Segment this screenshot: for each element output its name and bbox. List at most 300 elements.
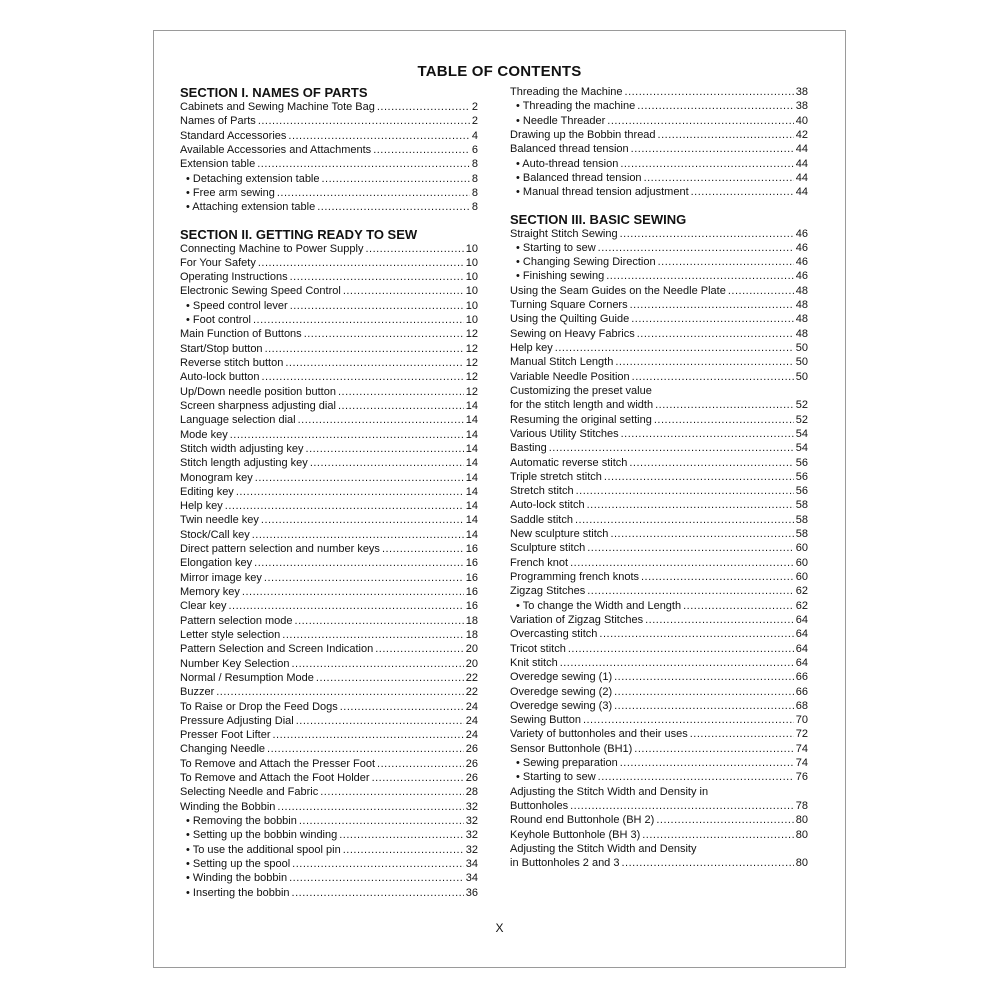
- dot-leader: [655, 398, 794, 412]
- entry-label: Changing Needle: [180, 743, 266, 756]
- entry-page-number: 8: [471, 158, 478, 171]
- entry-page-number: 36: [465, 886, 478, 899]
- entry-page-number: 80: [795, 828, 808, 841]
- entry-label: • Manual thread tension adjustment: [516, 186, 689, 199]
- entry-label: Straight Stitch Sewing: [510, 227, 618, 240]
- dot-leader: [255, 471, 464, 485]
- dot-leader: [338, 385, 464, 399]
- entry-page-number: 46: [795, 270, 808, 283]
- entry-label: Overedge sewing (1): [510, 671, 613, 684]
- entry-page-number: 80: [795, 857, 808, 870]
- entry-page-number: 14: [465, 399, 478, 412]
- entry-label: Mode key: [180, 428, 228, 441]
- entry-page-number: 2: [471, 115, 478, 128]
- section-heading: SECTION II. GETTING READY TO SEW: [180, 226, 418, 242]
- entry-label: Pattern Selection and Screen Indication: [180, 643, 374, 656]
- dot-leader: [377, 757, 464, 771]
- dot-leader: [282, 628, 463, 642]
- dot-leader: [343, 284, 464, 298]
- entry-page-number: 32: [465, 829, 478, 842]
- entry-label: in Buttonholes 2 and 3: [510, 857, 620, 870]
- dot-leader: [277, 186, 470, 200]
- dot-leader: [570, 799, 794, 813]
- entry-label: • Balanced thread tension: [516, 171, 642, 184]
- entry-label: Reverse stitch button: [180, 357, 284, 369]
- entry-label: Adjusting the Stitch Width and Density: [510, 842, 697, 855]
- dot-leader: [644, 171, 794, 185]
- toc-entry: [180, 242, 478, 256]
- dot-leader: [607, 114, 793, 128]
- entry-page-number: 48: [795, 313, 808, 326]
- entry-label: Threading the Machine: [510, 86, 623, 98]
- toc-entry: [510, 312, 808, 326]
- entry-page-number: 20: [465, 657, 478, 670]
- entry-label: Variation of Zigzag Stitches: [510, 613, 644, 626]
- toc-entry: [180, 370, 478, 384]
- entry-page-number: 16: [465, 543, 478, 556]
- dot-leader: [296, 714, 464, 728]
- dot-leader: [290, 270, 464, 284]
- entry-label: Number Key Selection: [180, 657, 290, 670]
- entry-page-number: 50: [795, 370, 808, 383]
- entry-label: Help key: [180, 500, 223, 513]
- section-heading: SECTION I. NAMES OF PARTS: [180, 85, 368, 100]
- entry-label: Sewing Button: [510, 714, 581, 727]
- dot-leader: [285, 356, 463, 370]
- toc-entry: [510, 341, 808, 355]
- entry-label: To Raise or Drop the Feed Dogs: [180, 700, 338, 713]
- entry-page-number: 18: [465, 614, 478, 627]
- entry-label: • Threading the machine: [516, 100, 636, 113]
- toc-subentry: [180, 172, 478, 186]
- entry-page-number: 46: [795, 227, 808, 240]
- dot-leader: [555, 341, 794, 355]
- entry-label: Sculpture stitch: [510, 542, 586, 555]
- dot-leader: [634, 742, 793, 756]
- entry-label: Using the Quilting Guide: [510, 313, 630, 326]
- toc-subentry: [180, 200, 478, 214]
- entry-page-number: 44: [795, 143, 808, 156]
- entry-page-number: 16: [465, 557, 478, 570]
- dot-leader: [375, 642, 464, 656]
- dot-leader: [290, 299, 464, 313]
- toc-entry: [510, 384, 808, 398]
- entry-label: Stitch length adjusting key: [180, 457, 308, 470]
- dot-leader: [320, 785, 464, 799]
- toc-subentry: [510, 756, 808, 770]
- entry-page-number: 64: [795, 613, 808, 626]
- dot-leader: [299, 814, 464, 828]
- entry-page-number: 48: [795, 284, 808, 297]
- entry-page-number: 26: [465, 757, 478, 770]
- toc-entry: [180, 499, 478, 513]
- entry-label: Keyhole Buttonhole (BH 3): [510, 828, 641, 841]
- entry-label: • Speed control lever: [186, 299, 288, 312]
- entry-page-number: 48: [795, 327, 808, 340]
- dot-leader: [365, 242, 463, 256]
- entry-label: Round end Buttonhole (BH 2): [510, 814, 655, 827]
- toc-entry: [510, 327, 808, 341]
- dot-leader: [292, 857, 464, 871]
- entry-label: Overedge sewing (3): [510, 699, 613, 712]
- dot-leader: [228, 599, 463, 613]
- toc-entry: [510, 498, 808, 512]
- entry-page-number: 32: [465, 843, 478, 856]
- dot-leader: [683, 599, 794, 613]
- entry-label: Letter style selection: [180, 628, 281, 641]
- toc-subentry: [510, 114, 808, 128]
- entry-label: Language selection dial: [180, 414, 296, 427]
- entry-page-number: 28: [465, 786, 478, 799]
- toc-entry: [510, 513, 808, 527]
- entry-page-number: 14: [465, 457, 478, 470]
- entry-label: • Free arm sewing: [186, 186, 275, 199]
- toc-entry: [510, 727, 808, 741]
- entry-page-number: 8: [471, 201, 478, 214]
- toc-entry: [510, 813, 808, 827]
- entry-label: Sewing on Heavy Fabrics: [510, 327, 635, 340]
- entry-page-number: 54: [795, 442, 808, 455]
- toc-entry: [510, 355, 808, 369]
- entry-page-number: 50: [795, 356, 808, 369]
- dot-leader: [261, 513, 464, 527]
- entry-label: • Finishing sewing: [516, 270, 605, 283]
- toc-entry: [180, 585, 478, 599]
- toc-subentry: [510, 269, 808, 283]
- entry-label: Knit stitch: [510, 656, 558, 669]
- entry-page-number: 62: [795, 599, 808, 612]
- dot-leader: [587, 498, 794, 512]
- dot-leader: [560, 656, 794, 670]
- toc-entry: [510, 670, 808, 684]
- entry-page-number: 44: [795, 157, 808, 170]
- dot-leader: [658, 128, 794, 142]
- entry-label: • Starting to sew: [516, 771, 596, 784]
- dot-leader: [568, 642, 794, 656]
- toc-entry: [510, 427, 808, 441]
- toc-subentry: [510, 171, 808, 185]
- toc-entry: [510, 527, 808, 541]
- entry-page-number: 8: [471, 172, 478, 185]
- entry-page-number: 64: [795, 628, 808, 641]
- dot-leader: [258, 256, 464, 270]
- entry-page-number: 38: [795, 86, 808, 98]
- dot-leader: [372, 771, 464, 785]
- entry-page-number: 16: [465, 600, 478, 613]
- entry-page-number: 54: [795, 427, 808, 440]
- dot-leader: [272, 728, 463, 742]
- entry-label: Memory key: [180, 586, 240, 598]
- entry-page-number: 4: [471, 129, 478, 142]
- toc-subentry: [510, 255, 808, 269]
- dot-leader: [690, 727, 794, 741]
- entry-page-number: 70: [795, 714, 808, 727]
- toc-subentry: [180, 871, 478, 885]
- entry-page-number: 40: [795, 114, 808, 127]
- dot-leader: [606, 269, 794, 283]
- dot-leader: [322, 172, 470, 186]
- toc-entry: [180, 513, 478, 527]
- entry-label: Auto-lock button: [180, 371, 260, 384]
- entry-page-number: 18: [465, 628, 478, 641]
- entry-label: • Starting to sew: [516, 241, 596, 254]
- toc-entry: [180, 785, 478, 799]
- toc-entry: [510, 685, 808, 699]
- entry-page-number: 12: [465, 371, 478, 384]
- dot-leader: [338, 399, 464, 413]
- entry-label: Monogram key: [180, 471, 253, 484]
- section-heading: SECTION III. BASIC SEWING: [510, 211, 687, 227]
- toc-subentry: [180, 313, 478, 327]
- toc-entry: [510, 227, 808, 241]
- entry-label: • Winding the bobbin: [186, 872, 288, 885]
- dot-leader: [257, 157, 470, 171]
- dot-leader: [373, 143, 470, 157]
- entry-label: Pattern selection mode: [180, 614, 293, 627]
- toc-entry: [180, 157, 478, 171]
- toc-entry: [510, 642, 808, 656]
- entry-label: Mirror image key: [180, 571, 262, 584]
- entry-label: Balanced thread tension: [510, 143, 629, 156]
- toc-entry: [180, 342, 478, 356]
- toc-entry: [510, 541, 808, 555]
- entry-page-number: 16: [465, 571, 478, 584]
- entry-label: • Detaching extension table: [186, 172, 320, 185]
- toc-entry: [510, 856, 808, 870]
- dot-leader: [587, 584, 794, 598]
- toc-entry: [180, 671, 478, 685]
- toc-entry: [510, 699, 808, 713]
- dot-leader: [254, 556, 464, 570]
- entry-page-number: 58: [795, 499, 808, 512]
- document-page: [153, 30, 846, 968]
- entry-label: Manual Stitch Length: [510, 356, 614, 369]
- dot-leader: [236, 485, 464, 499]
- dot-leader: [656, 813, 793, 827]
- entry-label: Saddle stitch: [510, 513, 573, 526]
- toc-entry: [510, 370, 808, 384]
- section-spacer: [180, 215, 478, 227]
- dot-leader: [576, 484, 794, 498]
- entry-label: • Setting up the spool: [186, 857, 291, 870]
- entry-page-number: 60: [795, 542, 808, 555]
- toc-subentry: [510, 157, 808, 171]
- entry-page-number: 26: [465, 772, 478, 785]
- dot-leader: [310, 456, 464, 470]
- entry-page-number: 72: [795, 728, 808, 741]
- entry-page-number: 74: [795, 757, 808, 770]
- entry-page-number: 58: [795, 513, 808, 526]
- entry-page-number: 12: [465, 342, 478, 355]
- entry-label: Twin needle key: [180, 514, 259, 527]
- dot-leader: [631, 312, 794, 326]
- dot-leader: [615, 355, 793, 369]
- entry-page-number: 14: [465, 514, 478, 527]
- toc-entry: [510, 441, 808, 455]
- dot-leader: [598, 241, 794, 255]
- toc-subentry: [510, 185, 808, 199]
- toc-entry: [510, 799, 808, 813]
- toc-entry: [510, 627, 808, 641]
- dot-leader: [630, 298, 794, 312]
- dot-leader: [642, 828, 794, 842]
- entry-label: To Remove and Attach the Foot Holder: [180, 772, 370, 785]
- dot-leader: [570, 556, 794, 570]
- dot-leader: [587, 541, 794, 555]
- toc-entry: [180, 284, 478, 298]
- entry-page-number: 16: [465, 586, 478, 598]
- entry-label: Triple stretch stitch: [510, 470, 602, 483]
- dot-leader: [277, 800, 463, 814]
- toc-entry: [180, 542, 478, 556]
- entry-label: Various Utility Stitches: [510, 427, 619, 440]
- dot-leader: [377, 100, 470, 114]
- toc-entry: [510, 128, 808, 142]
- entry-page-number: 10: [465, 299, 478, 312]
- entry-page-number: 10: [465, 271, 478, 284]
- entry-label: • To use the additional spool pin: [186, 843, 341, 856]
- entry-label: Screen sharpness adjusting dial: [180, 399, 336, 412]
- entry-label: • Inserting the bobbin: [186, 886, 290, 899]
- entry-page-number: 2: [471, 101, 478, 113]
- toc-column-right: [510, 85, 808, 871]
- toc-subentry: [510, 599, 808, 613]
- toc-entry: [510, 556, 808, 570]
- entry-label: Cabinets and Sewing Machine Tote Bag: [180, 101, 375, 113]
- toc-subentry: [510, 770, 808, 784]
- toc-entry: [180, 129, 478, 143]
- entry-label: Main Function of Buttons: [180, 328, 302, 341]
- entry-label: Presser Foot Lifter: [180, 729, 271, 742]
- entry-page-number: 62: [795, 585, 808, 598]
- dot-leader: [691, 185, 794, 199]
- dot-leader: [230, 428, 464, 442]
- toc-entry: [510, 85, 808, 99]
- toc-entry: [510, 584, 808, 598]
- dot-leader: [599, 627, 793, 641]
- entry-label: Connecting Machine to Power Supply: [180, 242, 364, 255]
- dot-leader: [549, 441, 794, 455]
- entry-page-number: 8: [471, 186, 478, 199]
- toc-entry: [180, 143, 478, 157]
- dot-leader: [295, 614, 464, 628]
- entry-label: Adjusting the Stitch Width and Density in: [510, 785, 709, 798]
- dot-leader: [645, 613, 794, 627]
- entry-page-number: 12: [465, 357, 478, 369]
- entry-page-number: 56: [795, 485, 808, 498]
- toc-entry: [510, 613, 808, 627]
- entry-page-number: 52: [795, 399, 808, 412]
- entry-page-number: 60: [795, 571, 808, 583]
- entry-label: for the stitch length and width: [510, 399, 654, 412]
- entry-label: • Setting up the bobbin winding: [186, 829, 338, 842]
- entry-page-number: 56: [795, 470, 808, 483]
- dot-leader: [654, 413, 794, 427]
- dot-leader: [604, 470, 794, 484]
- page-number: X: [495, 921, 504, 935]
- toc-entry: [180, 327, 478, 341]
- toc-subentry: [180, 886, 478, 900]
- dot-leader: [292, 886, 464, 900]
- entry-page-number: 32: [465, 815, 478, 827]
- entry-page-number: 24: [465, 714, 478, 727]
- dot-leader: [304, 327, 464, 341]
- section-spacer: [510, 200, 808, 212]
- toc-entry: [510, 398, 808, 412]
- entry-label: • Needle Threader: [516, 114, 606, 127]
- toc-entry: [180, 100, 478, 114]
- toc-entry: [510, 570, 808, 584]
- entry-page-number: 14: [465, 471, 478, 484]
- toc-entry: [180, 114, 478, 128]
- entry-page-number: 14: [465, 528, 478, 541]
- toc-entry: [180, 471, 478, 485]
- entry-page-number: 48: [795, 299, 808, 312]
- entry-label: Extension table: [180, 158, 256, 171]
- entry-label: Names of Parts: [180, 115, 256, 128]
- entry-label: • Auto-thread tension: [516, 157, 619, 170]
- dot-leader: [265, 342, 464, 356]
- entry-label: New sculpture stitch: [510, 528, 609, 541]
- dot-leader: [620, 227, 794, 241]
- entry-page-number: 80: [795, 814, 808, 827]
- dot-leader: [262, 370, 464, 384]
- toc-entry: [180, 714, 478, 728]
- entry-label: Normal / Resumption Mode: [180, 671, 314, 684]
- entry-page-number: 58: [795, 528, 808, 541]
- entry-label: Stitch width adjusting key: [180, 442, 304, 455]
- entry-page-number: 10: [465, 256, 478, 269]
- toc-entry: [510, 456, 808, 470]
- dot-leader: [637, 327, 794, 341]
- dot-leader: [382, 542, 464, 556]
- entry-page-number: 32: [465, 800, 478, 813]
- dot-leader: [620, 756, 794, 770]
- dot-leader: [288, 129, 469, 143]
- toc-entry: [180, 800, 478, 814]
- entry-label: Help key: [510, 342, 553, 354]
- entry-label: Overcasting stitch: [510, 628, 598, 641]
- dot-leader: [340, 700, 464, 714]
- dot-leader: [253, 313, 464, 327]
- entry-page-number: 50: [795, 342, 808, 354]
- toc-entry: [180, 742, 478, 756]
- toc-entry: [180, 485, 478, 499]
- entry-label: To Remove and Attach the Presser Foot: [180, 757, 376, 770]
- toc-subentry: [180, 857, 478, 871]
- toc-entry: [180, 413, 478, 427]
- entry-page-number: 10: [465, 314, 478, 327]
- toc-entry: [180, 399, 478, 413]
- entry-page-number: 46: [795, 256, 808, 269]
- toc-subentry: [180, 828, 478, 842]
- toc-entry: [180, 700, 478, 714]
- dot-leader: [658, 255, 794, 269]
- entry-label: Variable Needle Position: [510, 370, 630, 383]
- toc-subentry: [180, 843, 478, 857]
- entry-label: Operating Instructions: [180, 271, 288, 284]
- entry-label: • Foot control: [186, 314, 251, 327]
- entry-page-number: 34: [465, 872, 478, 885]
- entry-label: Drawing up the Bobbin thread: [510, 128, 656, 141]
- dot-leader: [614, 670, 794, 684]
- entry-page-number: 10: [465, 285, 478, 298]
- dot-leader: [614, 699, 794, 713]
- entry-label: Sensor Buttonhole (BH1): [510, 742, 633, 755]
- toc-entry: [180, 599, 478, 613]
- toc-entry: [510, 142, 808, 156]
- toc-entry: [510, 742, 808, 756]
